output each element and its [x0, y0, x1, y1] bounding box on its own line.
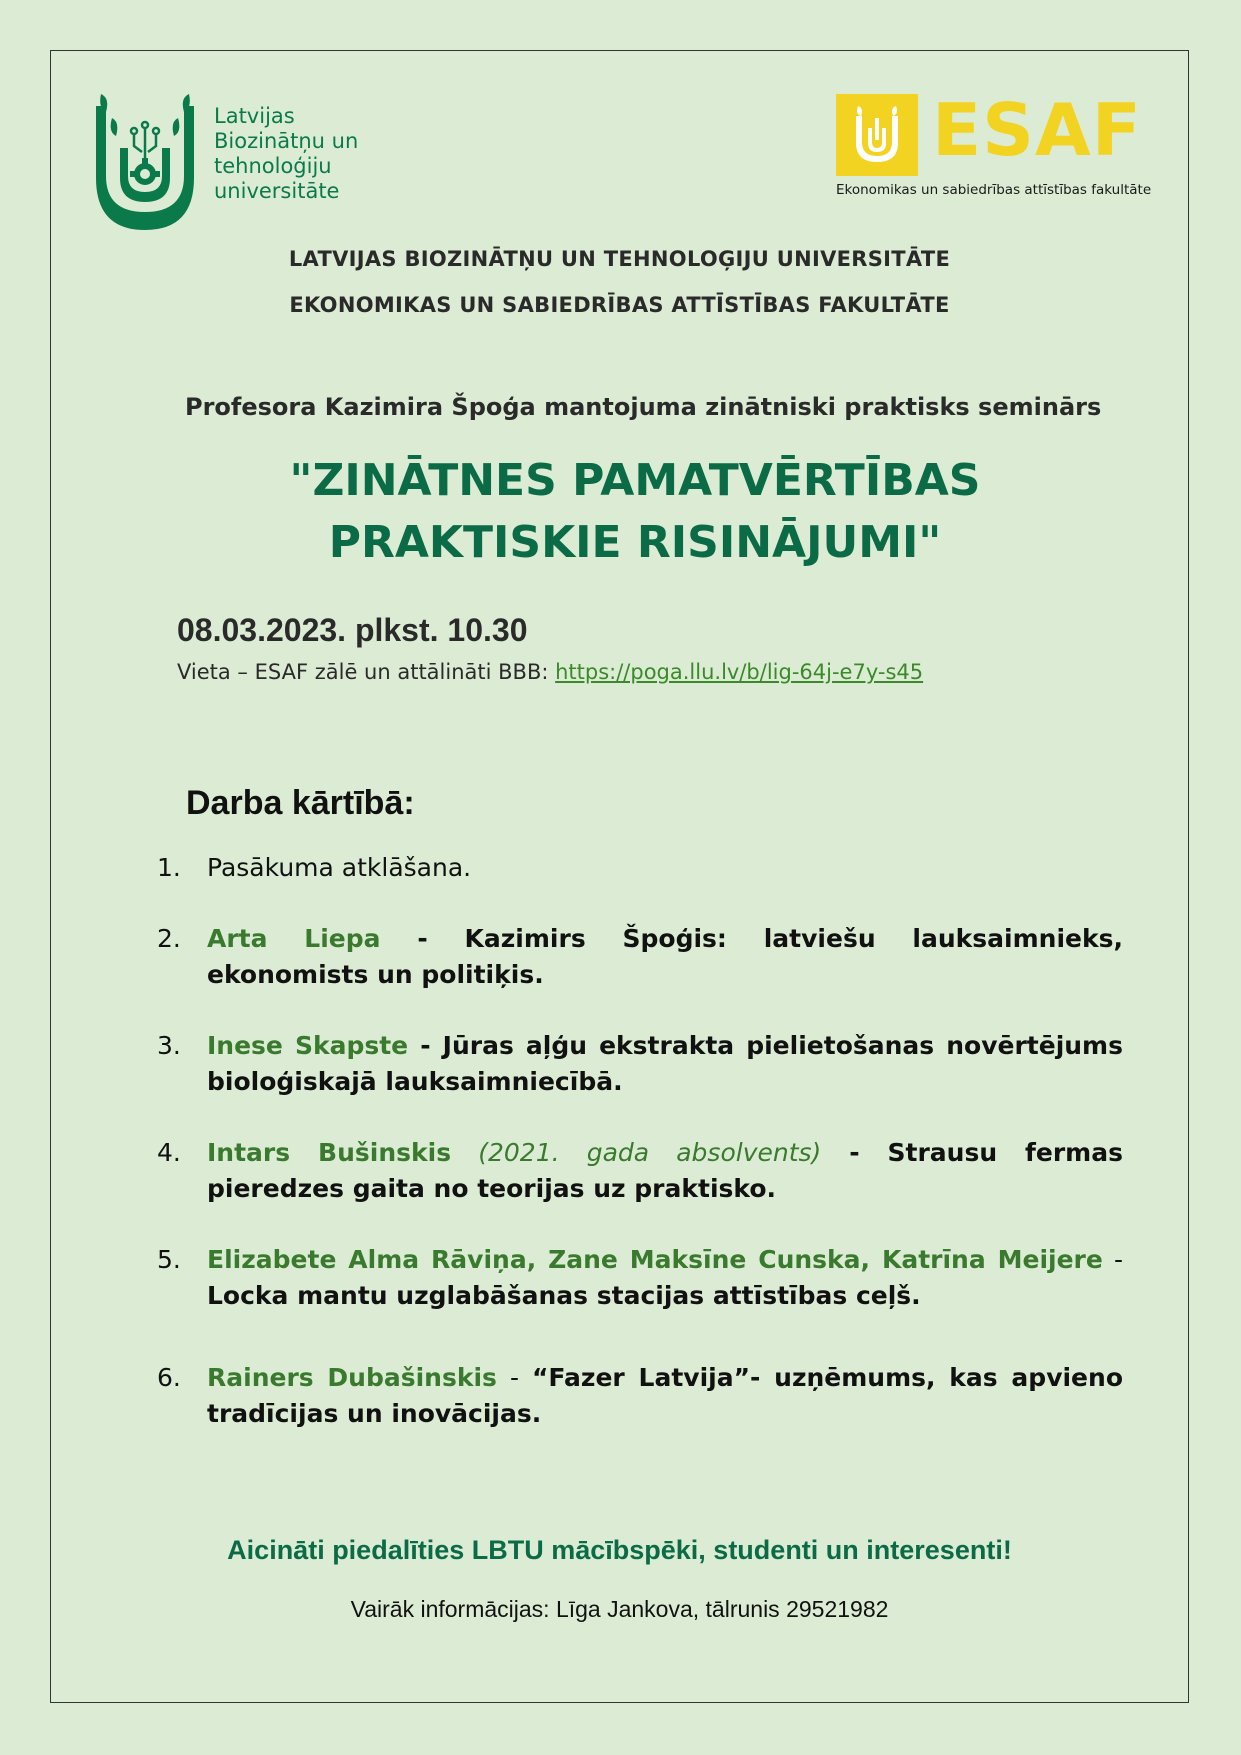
talk-topic: “Fazer Latvija”- uzņēmums, kas apvieno tradīcijas un inovācijas. — [207, 1363, 1123, 1428]
item-number: 4. — [157, 1138, 181, 1167]
speaker-name: Intars Bušinskis — [207, 1138, 452, 1167]
seminar-title: "ZINĀTNES PAMATVĒRTĪBAS PRAKTISKIE RISINĀJUMI" — [289, 455, 981, 568]
agenda-item — [157, 1242, 1123, 1314]
talk-topic: Kazimirs Špoģis: latviešu lauksaimnieks, ekonomists un politiķis. — [207, 924, 1123, 989]
item-number: 6. — [157, 1363, 181, 1392]
esaf-wordmark: ESAF — [932, 88, 1142, 172]
agenda-item — [157, 1135, 1123, 1207]
venue-label: Vieta – ESAF zālē un attālināti BBB: — [177, 660, 556, 684]
esaf-logo — [836, 88, 1166, 207]
talk-topic: Locka mantu uzglabāšanas stacijas attīstības ceļš. — [207, 1281, 921, 1310]
lbtu-name-line: Biozinātņu un — [214, 129, 359, 153]
item-text: Pasākuma atklāšana. — [207, 853, 472, 882]
faculty-name: EKONOMIKAS UN SABIEDRĪBAS ATTĪSTĪBAS FAKULTĀTE — [289, 293, 950, 317]
lbtu-name-line: tehnoloģiju — [214, 154, 332, 178]
item-number: 3. — [157, 1031, 181, 1060]
seminar-subtitle: Profesora Kazimira Špoģa mantojuma zinātniski praktisks seminārs — [185, 393, 1102, 421]
esaf-emblem-icon — [836, 94, 918, 176]
agenda-item — [157, 850, 1123, 886]
item-number: 2. — [157, 924, 181, 953]
speaker-name: Rainers Dubašinskis — [207, 1363, 497, 1392]
speaker-name: Arta Liepa — [207, 924, 381, 953]
lbtu-emblem-icon — [90, 88, 200, 238]
invitation-text: Aicināti piedalīties LBTU mācībspēki, studenti un interesenti! — [227, 1535, 1012, 1565]
lbtu-logo — [90, 88, 490, 238]
item-separator: - — [408, 1031, 443, 1060]
lbtu-name — [214, 104, 358, 204]
speaker-note: (2021. gada absolvents) — [451, 1138, 822, 1167]
speaker-name: Inese Skapste — [207, 1031, 409, 1060]
contact-info: Vairāk informācijas: Līga Jankova, tālrunis 29521982 — [350, 1596, 889, 1622]
talk-topic: Strausu fermas pieredzes gaita no teorijas uz praktisko. — [207, 1138, 1123, 1203]
item-separator: - — [1102, 1245, 1123, 1274]
university-name: LATVIJAS BIOZINĀTŅU UN TEHNOLOĢIJU UNIVERSITĀTE — [288, 247, 951, 271]
item-number: 1. — [157, 853, 181, 882]
agenda-heading: Darba kārtībā: — [186, 784, 415, 822]
item-separator: - — [821, 1138, 888, 1167]
esaf-subtitle: Ekonomikas un sabiedrības attīstības fakultāte — [836, 182, 1152, 198]
bbb-link[interactable]: https://poga.llu.lv/b/lig-64j-e7y-s45 — [555, 660, 924, 684]
speaker-name: Elizabete Alma Rāviņa, Zane Maksīne Cunska, Katrīna Meijere — [207, 1245, 1103, 1274]
agenda-item — [157, 1028, 1123, 1100]
talk-topic: Jūras aļģu ekstrakta pielietošanas novērtējums bioloģiskajā lauksaimniecībā. — [207, 1031, 1123, 1096]
item-separator: - — [380, 924, 465, 953]
event-venue — [177, 660, 923, 684]
agenda-item — [157, 1360, 1123, 1432]
item-separator: - — [496, 1363, 532, 1392]
item-number: 5. — [157, 1245, 181, 1274]
event-date: 08.03.2023. plkst. 10.30 — [177, 612, 528, 648]
agenda-item — [157, 921, 1123, 993]
lbtu-name-line: Latvijas — [214, 104, 295, 128]
lbtu-name-line: universitāte — [214, 179, 340, 203]
